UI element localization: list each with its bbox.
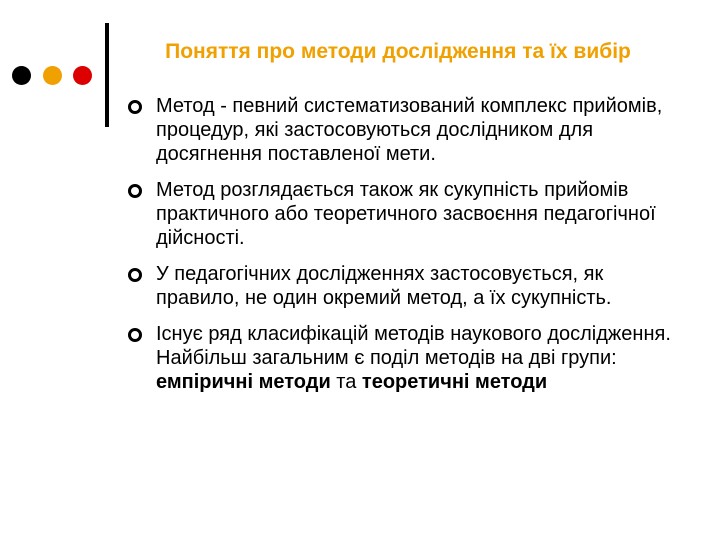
bullet-ring-icon — [128, 184, 142, 198]
decorative-dots — [12, 66, 96, 86]
bullet-item — [126, 322, 686, 394]
emphasis-theoretical: теоретичні методи — [361, 371, 548, 393]
bullet-text: Існує ряд класифікацій методів наукового дослідження. Найбільш загальним є поділ методів на дві групи: — [156, 323, 671, 369]
slide-title: Поняття про методи дослідження та їх вибір — [165, 40, 631, 63]
bullet-item — [126, 178, 686, 250]
bullet-text: Метод - певний систематизований комплекс прийомів, процедур, які застосовуються дослідником для досягнення поставленої мети. — [156, 95, 663, 165]
bullet-connector: та — [330, 371, 362, 393]
vertical-divider — [105, 23, 109, 127]
bullet-ring-icon — [128, 268, 142, 282]
bullet-item — [126, 262, 686, 310]
bullet-ring-icon — [128, 328, 142, 342]
red-dot — [73, 66, 92, 85]
black-dot — [12, 66, 31, 85]
emphasis-empirical: емпіричні методи — [156, 371, 331, 393]
bullet-item — [126, 94, 686, 166]
orange-dot — [43, 66, 62, 85]
bullet-list — [126, 94, 686, 406]
bullet-text: Метод розглядається також як сукупність прийомів практичного або теоретичного засвоєння педагогічної дійсності. — [156, 179, 656, 249]
bullet-ring-icon — [128, 100, 142, 114]
bullet-text: У педагогічних дослідженнях застосовується, як правило, не один окремий метод, а їх сукупність. — [156, 263, 612, 309]
